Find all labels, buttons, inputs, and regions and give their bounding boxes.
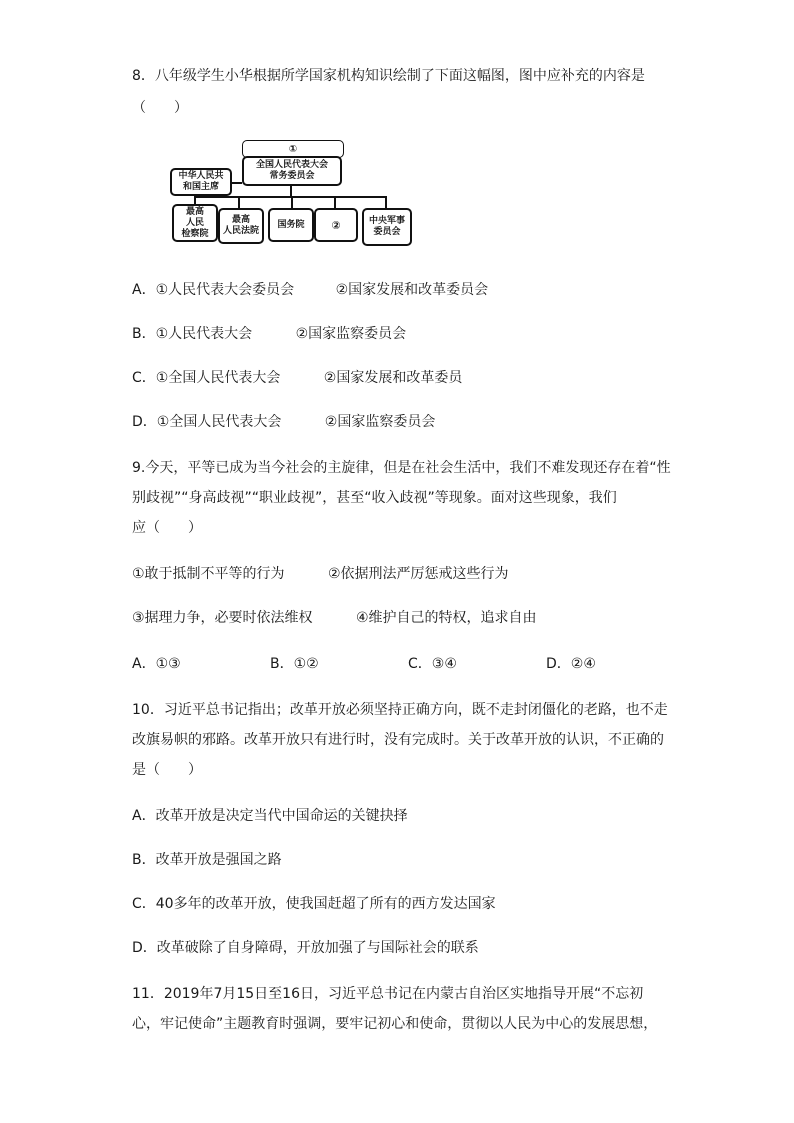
diagram-connector bbox=[238, 196, 240, 208]
option-letter: C． bbox=[132, 370, 156, 386]
option-letter: D． bbox=[132, 414, 157, 430]
box-standing-committee: 全国人民代表大会 常务委员会 bbox=[242, 156, 342, 186]
q9-choices bbox=[132, 654, 596, 674]
box-blank-2: ② bbox=[314, 208, 358, 242]
box-president: 中华人民共 和国主席 bbox=[170, 168, 232, 196]
diagram-connector bbox=[334, 196, 336, 208]
box-procuratorate: 最高 人民 检察院 bbox=[172, 204, 218, 242]
option-part-2: ②国家监察委员会 bbox=[324, 414, 436, 430]
q9-choice-c[interactable]: C．③④ bbox=[408, 656, 457, 672]
q8-option-a[interactable] bbox=[132, 280, 488, 300]
q9-stem-line2: 别歧视”“身高歧视”“职业歧视”，甚至“收入歧视”等现象。面对这些现象，我们 bbox=[132, 490, 617, 506]
q10-option-d[interactable]: D．改革破除了自身障碍，开放加强了与国际社会的联系 bbox=[132, 940, 479, 956]
q9-items-row1 bbox=[132, 564, 509, 584]
q9-choice-d[interactable]: D．②④ bbox=[546, 656, 596, 672]
q8-option-d[interactable] bbox=[132, 412, 435, 432]
q10-stem-line1: 10．习近平总书记指出；改革开放必须坚持正确方向，既不走封闭僵化的老路，也不走 bbox=[132, 702, 668, 718]
q8-stem-line1: 8．八年级学生小华根据所学国家机构知识绘制了下面这幅图，图中应补充的内容是 bbox=[132, 68, 645, 84]
q10-stem-line3: 是（ ） bbox=[132, 762, 202, 778]
option-letter: B． bbox=[132, 326, 156, 342]
box-court: 最高 人民法院 bbox=[218, 208, 264, 244]
q9-item-1: ①敢于抵制不平等的行为 bbox=[132, 566, 285, 582]
box-military-commission: 中央军事 委员会 bbox=[362, 208, 412, 246]
q10-stem-line2: 改旗易帜的邪路。改革开放只有进行时，没有完成时。关于改革开放的认识，不正确的 bbox=[132, 732, 664, 748]
option-part-2: ②国家发展和改革委员 bbox=[323, 370, 463, 386]
option-part-1: ①全国人民代表大会 bbox=[155, 370, 281, 386]
diagram-connector bbox=[385, 196, 387, 208]
q10-option-a[interactable]: A．改革开放是决定当代中国命运的关键抉择 bbox=[132, 808, 408, 824]
q8-stem-line2: （ ） bbox=[132, 100, 188, 116]
q9-stem-line3: 应（ ） bbox=[132, 520, 202, 536]
q9-items-row2 bbox=[132, 608, 537, 628]
q9-item-2: ②依据刑法严厉惩戒这些行为 bbox=[328, 566, 509, 582]
box-state-council: 国务院 bbox=[268, 208, 314, 242]
q10-option-b[interactable]: B．改革开放是强国之路 bbox=[132, 852, 282, 868]
q9-item-4: ④维护自己的特权，追求自由 bbox=[356, 610, 537, 626]
q8-option-c[interactable] bbox=[132, 368, 462, 388]
option-part-2: ②国家发展和改革委员会 bbox=[335, 282, 489, 298]
q9-choice-a[interactable]: A．①③ bbox=[132, 656, 181, 672]
option-part-1: ①全国人民代表大会 bbox=[156, 414, 282, 430]
diagram-connector bbox=[291, 196, 293, 208]
q9-stem-line1: 9.今天，平等已成为当今社会的主旋律，但是在社会生活中，我们不难发现还存在着“性 bbox=[132, 460, 671, 476]
diagram-connector bbox=[194, 196, 386, 198]
state-organs-diagram bbox=[160, 138, 405, 258]
q10-option-c[interactable]: C．40多年的改革开放，使我国赶超了所有的西方发达国家 bbox=[132, 896, 496, 912]
option-part-2: ②国家监察委员会 bbox=[295, 326, 407, 342]
q9-item-3: ③据理力争，必要时依法维权 bbox=[132, 610, 313, 626]
q11-stem-line2: 心，牢记使命”主题教育时强调，要牢记初心和使命，贯彻以人民为中心的发展思想， bbox=[132, 1016, 658, 1032]
option-letter: A． bbox=[132, 282, 156, 298]
q11-stem-line1: 11．2019年7月15日至16日，习近平总书记在内蒙古自治区实地指导开展“不忘初 bbox=[132, 986, 644, 1002]
q9-choice-b[interactable]: B．①② bbox=[270, 656, 319, 672]
option-part-1: ①人民代表大会委员会 bbox=[155, 282, 295, 298]
option-part-1: ①人民代表大会 bbox=[155, 326, 253, 342]
box-blank-1: ① bbox=[242, 140, 344, 158]
q8-option-b[interactable] bbox=[132, 324, 406, 344]
